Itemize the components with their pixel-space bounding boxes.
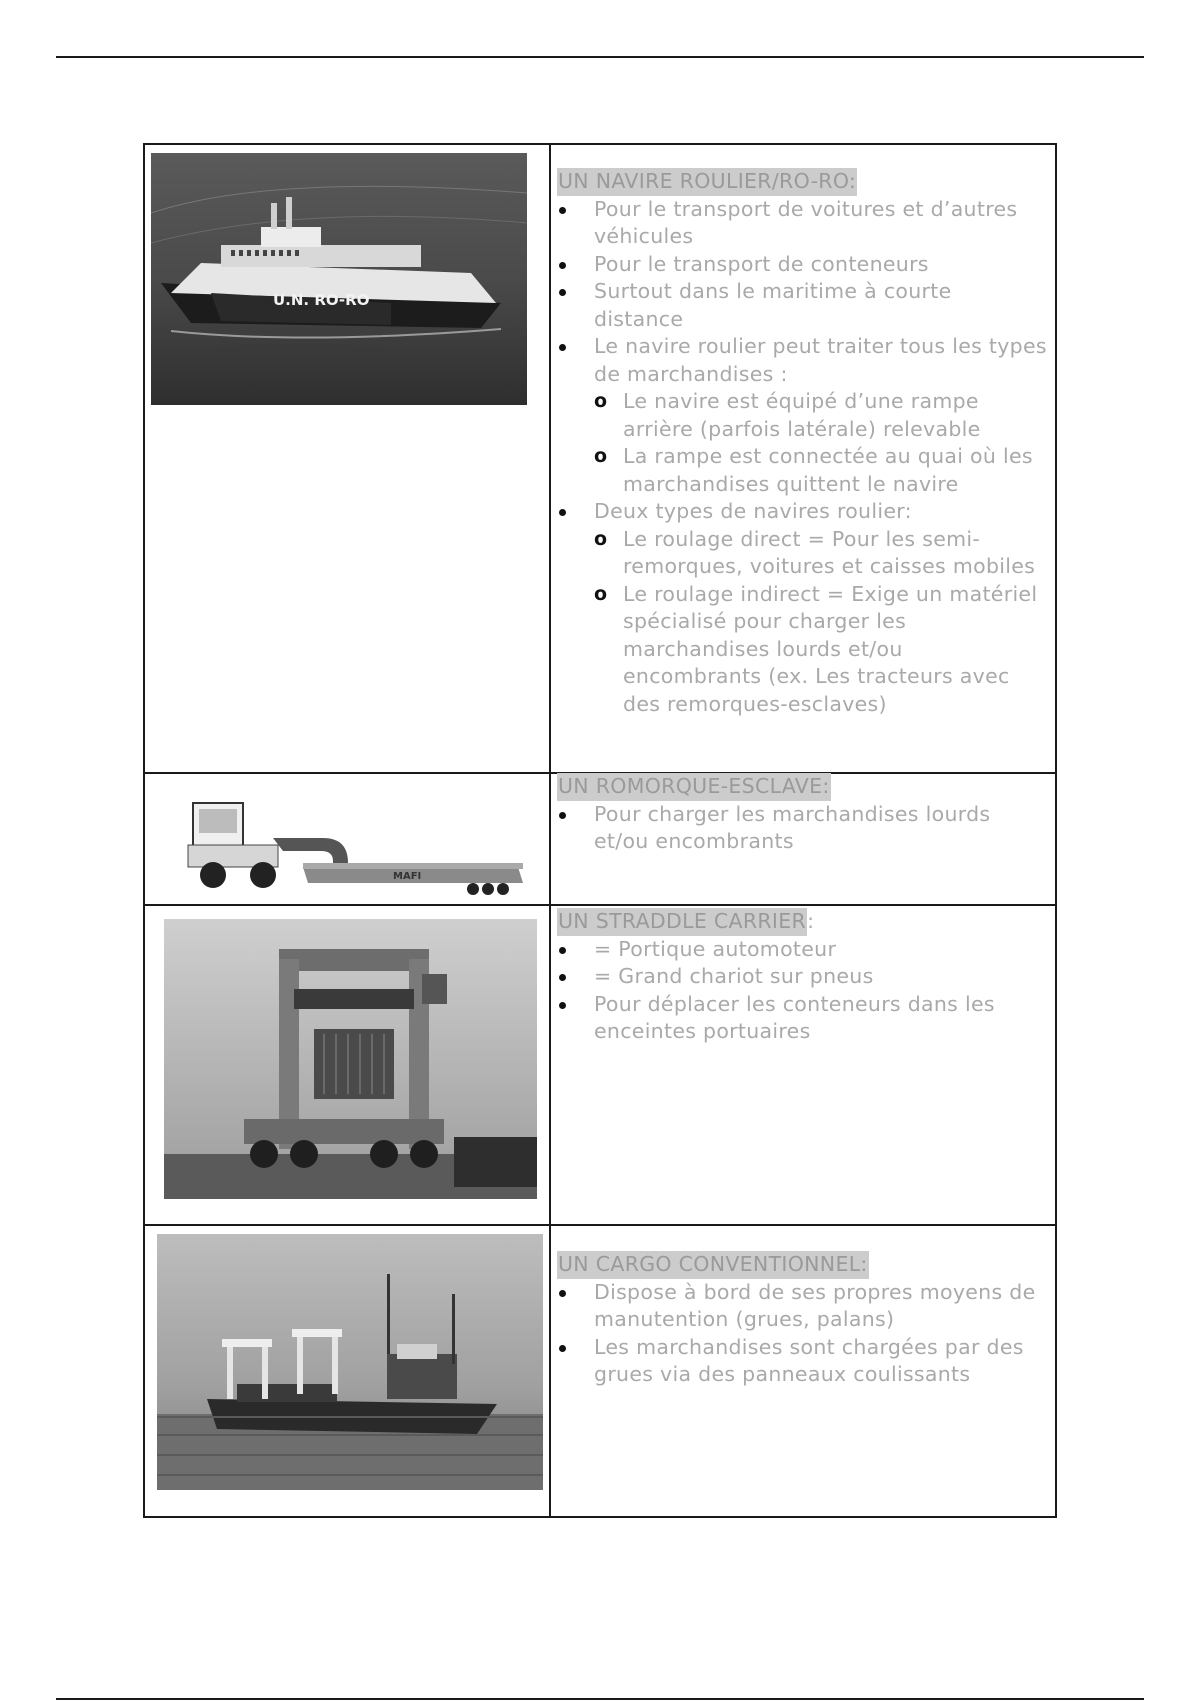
roro-description bbox=[557, 168, 1047, 718]
straddle-carrier-photo bbox=[164, 919, 537, 1199]
cargo-ship-photo bbox=[157, 1234, 543, 1490]
straddle-carrier-title: UN STRADDLE CARRIER bbox=[557, 908, 807, 936]
cargo-ship-description bbox=[557, 1251, 1047, 1389]
table-border-bottom bbox=[143, 1516, 1057, 1518]
sub-list-item: o Le roulage direct = Pour les semi-remorques, voitures et caisses mobiles bbox=[623, 526, 1047, 581]
roro-list bbox=[557, 196, 1047, 719]
slave-trailer-list bbox=[557, 801, 1047, 856]
table-border-top bbox=[143, 143, 1057, 145]
slave-trailer-photo bbox=[183, 783, 529, 904]
sub-list-item: o Le roulage indirect = Exige un matériel spécialisé pour charger les marchandises lourds et/ou encombrants (ex. Les tracteurs avec des remorques-esclaves) bbox=[623, 581, 1047, 719]
cargo-ship-title: UN CARGO CONVENTIONNEL: bbox=[557, 1251, 869, 1279]
list-item: Surtout dans le maritime à courte distance bbox=[594, 278, 1047, 333]
list-item: = Portique automoteur bbox=[594, 936, 1047, 964]
list-item: Pour déplacer les conteneurs dans les enceintes portuaires bbox=[594, 991, 1047, 1046]
slave-trailer-title: UN ROMORQUE-ESCLAVE: bbox=[557, 773, 831, 801]
roro-hull-lettering: U.N. RO-RO bbox=[273, 291, 370, 309]
sub-list-item: o Le navire est équipé d’une rampe arrière (parfois latérale) relevable bbox=[623, 388, 1047, 443]
sub-list bbox=[594, 388, 1047, 498]
table-border-left bbox=[143, 143, 145, 1518]
trailer-lettering: MAFI bbox=[393, 871, 422, 882]
sub-list bbox=[594, 526, 1047, 719]
straddle-carrier-description bbox=[557, 908, 1047, 1046]
row-divider-2 bbox=[143, 904, 1057, 906]
list-item: Pour charger les marchandises lourds et/ou encombrants bbox=[594, 801, 1047, 856]
list-item: Pour le transport de conteneurs bbox=[594, 251, 1047, 279]
list-item: Le navire roulier peut traiter tous les types de marchandises : o Le navire est équipé d’une rampe arrière (parfois latérale) relevable o La rampe est connectée au quai où les marchandises quittent le navire bbox=[594, 333, 1047, 498]
slave-trailer-description bbox=[557, 773, 1047, 856]
vehicles-table bbox=[143, 143, 1057, 1518]
list-item: Deux types de navires roulier: o Le roulage direct = Pour les semi-remorques, voitures et caisses mobiles o Le roulage indirect = Exige un matériel spécialisé pour charger les marchandises lourds et/ou encombrants (ex. Les tracteurs avec des remorques-esclaves) bbox=[594, 498, 1047, 718]
list-item: = Grand chariot sur pneus bbox=[594, 963, 1047, 991]
sub-list-item: o La rampe est connectée au quai où les marchandises quittent le navire bbox=[623, 443, 1047, 498]
list-item: Les marchandises sont chargées par des grues via des panneaux coulissants bbox=[594, 1334, 1047, 1389]
straddle-carrier-title-colon: : bbox=[807, 909, 815, 933]
table-border-right bbox=[1055, 143, 1057, 1518]
list-item: Pour le transport de voitures et d’autres véhicules bbox=[594, 196, 1047, 251]
list-item: Dispose à bord de ses propres moyens de manutention (grues, palans) bbox=[594, 1279, 1047, 1334]
header-rule bbox=[56, 56, 1144, 58]
roro-title: UN NAVIRE ROULIER/RO-RO: bbox=[557, 168, 857, 196]
cargo-ship-list bbox=[557, 1279, 1047, 1389]
roro-ship-photo bbox=[151, 153, 527, 405]
straddle-carrier-list bbox=[557, 936, 1047, 1046]
row-divider-3 bbox=[143, 1224, 1057, 1226]
table-column-divider bbox=[549, 143, 551, 1518]
